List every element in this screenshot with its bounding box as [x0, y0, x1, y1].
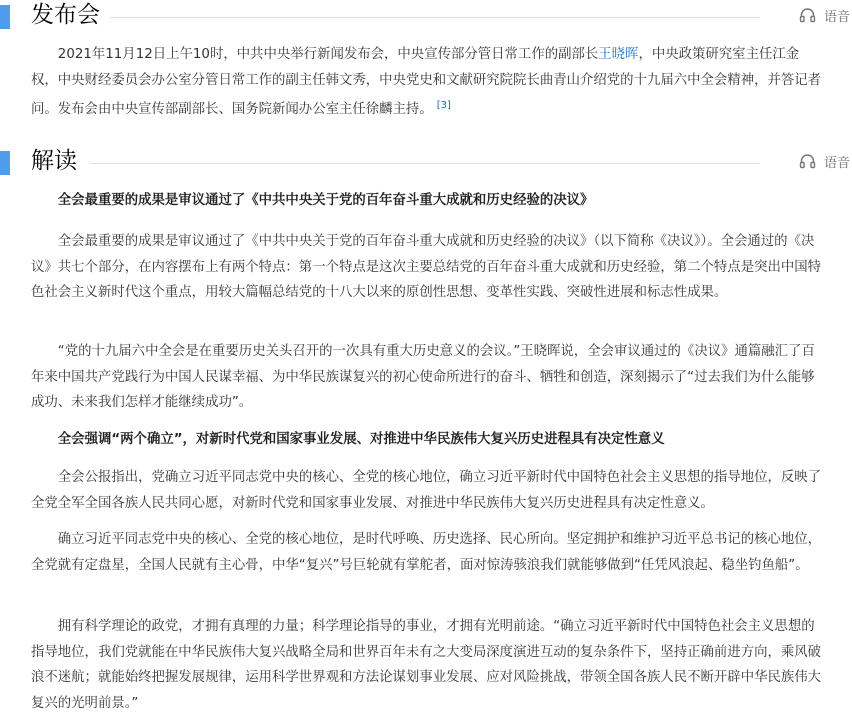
reference-link[interactable]: [3]	[436, 100, 451, 111]
paragraph-communique: 全会公报指出，党确立习近平同志党中央的核心、全党的核心地位，确立习近平新时代中国特色社会主义思想的指导地位，反映了全党全军全国各族人民共同心愿，对新时代党和国家事业发展、对推进中华民族伟大复兴历史进程具有决定性意义。	[31, 470, 822, 511]
paragraph-scientific-theory: 拥有科学理论的政党，才拥有真理的力量；科学理论指导的事业，才拥有光明前途。“确立习近平新时代中国特色社会主义思想的指导地位，我们党就能在中华民族伟大复兴战略全局和世界百年未有之大变局深度演进互动的复杂条件下，坚持正确前进方向，乘风破浪不迷航；就能始终把握发展规律，运用科学世界观和方法论谋划事业发展、应对风险挑战，带领全国各族人民不断开辟中华民族伟大复兴的光明前景。”	[31, 619, 822, 711]
section-divider	[90, 163, 852, 164]
paragraph-quote: “党的十九届六中全会是在重要历史关头召开的一次具有重大历史意义的会议。”王晓晖说，全会审议通过的《决议》通篇融汇了百年来中国共产党践行为中国人民谋幸福、为中华民族谋复兴的初心使命所进行的奋斗、牺牲和创造，深刻揭示了“过去我们为什么能够成功、未来我们怎样才能继续成功”。	[31, 344, 815, 410]
voice-button[interactable]	[760, 4, 852, 26]
section-header-press-conference	[0, 0, 852, 36]
paragraph-resolution: 全会最重要的成果是审议通过了《中共中央关于党的百年奋斗重大成就和历史经验的决议》（以下简称《决议》）。全会通过的《决议》共七个部分，在内容摆布上有两个特点：第一个特点是这次主要总结党的百年奋斗重大成就和历史经验，第二个特点是突出中国特色社会主义新时代这个重点，用较大篇幅总结党的十八大以来的原创性思想、变革性实践、突破性进展和标志性成果。	[31, 234, 822, 300]
section-header-interpretation	[0, 146, 852, 182]
section-title: 解读	[31, 148, 77, 174]
section-title: 发布会	[31, 2, 100, 28]
subheading-two-establishments: 全会强调“两个确立”，对新时代党和国家事业发展、对推进中华民族伟大复兴历史进程具有决定性意义	[57, 432, 665, 447]
paragraph-core-position: 确立习近平同志党中央的核心、全党的核心地位，是时代呼唤、历史选择、民心所向。坚定拥护和维护习近平总书记的核心地位，全党就有定盘星，全国人民就有主心骨，中华“复兴”号巨轮就有掌舵者，面对惊涛骇浪我们就能够做到“任凭风浪起、稳坐钓鱼船”。	[31, 532, 822, 573]
headphones-icon	[799, 154, 816, 169]
press-conference-paragraph	[31, 42, 823, 123]
person-link[interactable]: 王晓晖	[598, 47, 639, 62]
voice-button[interactable]	[760, 150, 852, 172]
press-text-after: ，中央政策研究室主任江金权，中央财经委员会办公室分管日常工作的副主任韩文秀，中央党史和文献研究院院长曲青山介绍党的十九届六中全会精神，并答记者问。发布会由中央宣传部副部长、国务院新闻办公室主任徐麟主持。	[31, 47, 822, 117]
section-marker	[0, 5, 10, 29]
voice-label: 语音	[823, 155, 850, 171]
subheading-resolution: 全会最重要的成果是审议通过了《中共中央关于党的百年奋斗重大成就和历史经验的决议》	[57, 193, 594, 208]
voice-label: 语音	[823, 9, 850, 25]
headphones-icon	[799, 8, 816, 23]
press-text-before: 2021年11月12日上午10时，中共中央举行新闻发布会，中央宣传部分管日常工作的副部长	[57, 47, 599, 62]
section-divider	[110, 17, 852, 18]
section-marker	[0, 151, 10, 175]
